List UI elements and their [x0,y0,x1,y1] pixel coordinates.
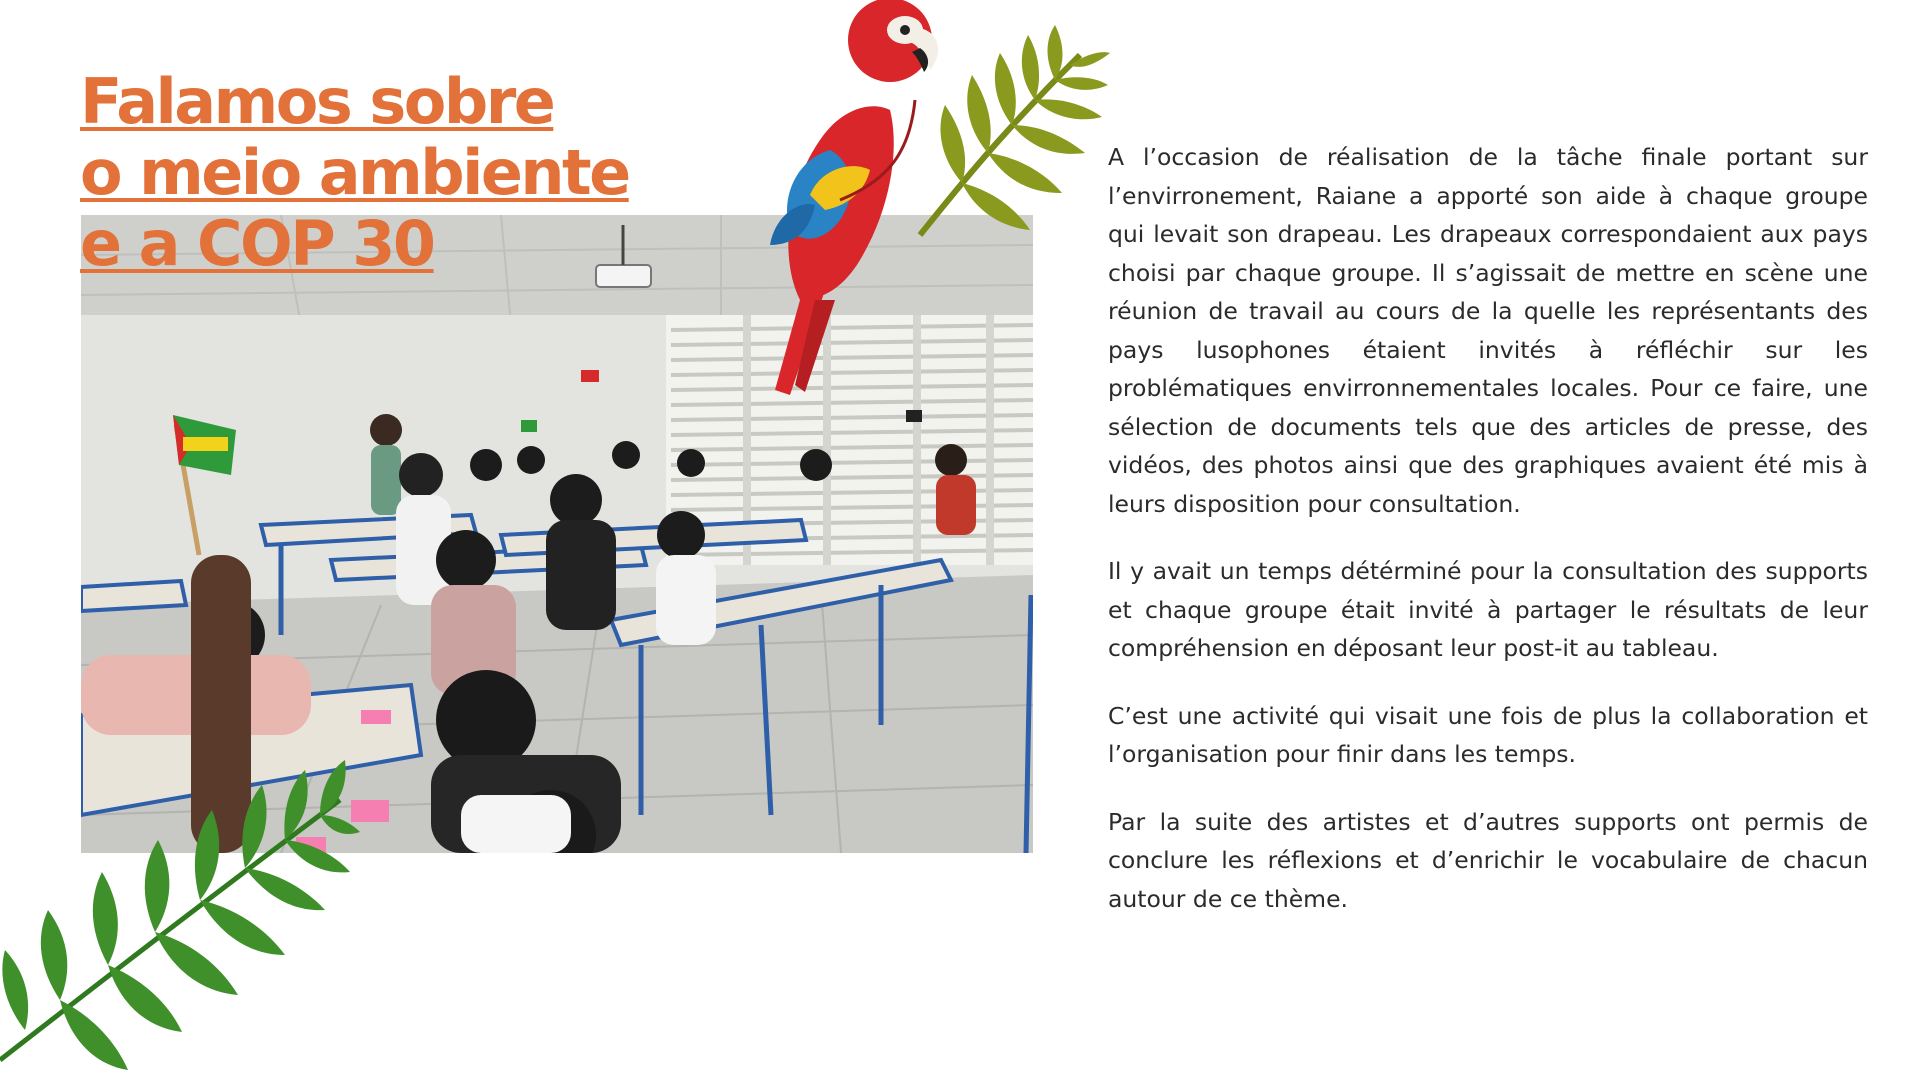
paragraph-3: C’est une activité qui visait une fois de plus la collaboration et l’organisation pour finir dans les temps. [1108,701,1868,768]
page-title [80,66,720,279]
title-line-2: o meio ambiente [80,136,629,209]
paragraph-4: Par la suite des artistes et d’autres supports ont permis de conclure les réflexions et d’enrichir le vocabulaire de chacun autour de ce thème. [1108,807,1868,913]
parrot-icon [740,0,940,400]
title-line-1: Falamos sobre [80,65,554,138]
article-body [1108,138,1868,947]
paragraph-1: A l’occasion de réalisation de la tâche finale portant sur l’envirronement, Raiane a apporté son aide à chaque groupe qui levait son drapeau. Les drapeaux correspondaient aux pays choisi par chaque groupe. Il s’agissait de mettre en scène une réunion de travail au cours de la quelle les représentants des pays lusophones étaient invités à réfléchir sur les problématiques envirronnementales locales. Pour ce faire, une sélection de documents tels que des articles de presse, des vidéos, des photos ainsi que des graphiques avaient été mis à leurs disposition pour consultation. [1108,143,1868,518]
paragraph-2: Il y avait un temps détérminé pour la consultation des supports et chaque groupe était invité à partager le résultats de leur compréhension en déposant leur post-it au tableau. [1108,557,1868,662]
title-line-3: e a COP 30 [80,207,434,280]
palm-leaf-icon [0,760,360,1080]
